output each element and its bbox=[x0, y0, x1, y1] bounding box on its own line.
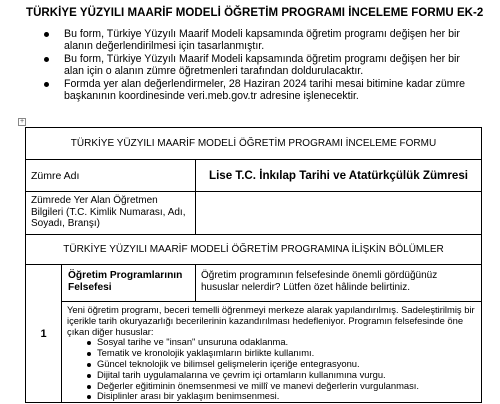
answer-item: Değerler eğitiminin önemsenmesi ve millî ve manevi değerlerin vurgulanması. bbox=[87, 381, 476, 392]
answer-item: Dijital tarih uygulamalarına ve çevrim içi ortamların kullanımına vurgu. bbox=[87, 370, 476, 381]
answer-list bbox=[87, 337, 476, 402]
bullet-icon bbox=[44, 57, 49, 62]
form-header: TÜRKİYE YÜZYILI MAARİF MODELİ ÖĞRETİM PROGRAMI İNCELEME FORMU bbox=[26, 128, 482, 160]
answer-item: Tematik ve kronolojik yaklaşımların birlikte kullanımı. bbox=[87, 348, 476, 359]
answer-item: Disiplinler arası bir yaklaşım benimsenmesi. bbox=[87, 391, 476, 402]
section-title: TÜRKİYE YÜZYILI MAARİF MODELİ ÖĞRETİM PROGRAMINA İLİŞKİN BÖLÜMLER bbox=[26, 235, 482, 265]
instruction-item: Bu form, Türkiye Yüzyılı Maarif Modeli kapsamında öğretim programı değişen her bir alan için o alanın zümre öğretmenleri tarafından doldurulacaktır. bbox=[42, 53, 482, 77]
table-move-handle-icon[interactable]: + bbox=[19, 118, 25, 125]
members-value-field[interactable] bbox=[196, 192, 482, 235]
instruction-item: Formda yer alan değerlendirmeler, 28 Haziran 2024 tarihi mesai bitimine kadar zümre başkanının koordinesinde veri.meb.gov.tr adresine işlenecektir. bbox=[42, 78, 482, 102]
answer-item: Güncel teknolojik ve bilimsel gelişmelerin içeriğe entegrasyonu. bbox=[87, 359, 476, 370]
instruction-item: Bu form, Türkiye Yüzyılı Maarif Modeli kapsamında öğretim programı değişen her bir alanın değerlendirilmesi için tasarlanmıştır. bbox=[42, 28, 482, 52]
bullet-icon bbox=[44, 32, 49, 37]
document-title: TÜRKİYE YÜZYILI MAARİF MODELİ ÖĞRETİM PROGRAMI İNCELEME FORMU EK-2 bbox=[26, 7, 484, 19]
zumre-value-field[interactable]: Lise T.C. İnkılap Tarihi ve Atatürkçülük Zümresi bbox=[196, 160, 482, 192]
question-label: Öğretim Programlarının Felsefesi bbox=[62, 265, 196, 302]
zumre-label: Zümre Adı bbox=[26, 160, 196, 192]
row-number: 1 bbox=[26, 265, 62, 403]
instruction-list bbox=[42, 28, 482, 103]
answer-field[interactable] bbox=[62, 302, 482, 403]
review-form-table bbox=[25, 127, 482, 403]
answer-item: Sosyal tarihe ve "insan" unsuruna odaklanma. bbox=[87, 337, 476, 348]
question-text: Öğretim programının felsefesinde önemli gördüğünüz hususlar nelerdir? Lütfen özet hâlinde belirtiniz. bbox=[196, 265, 482, 302]
bullet-icon bbox=[44, 82, 49, 87]
members-label: Zümrede Yer Alan Öğretmen Bilgileri (T.C. Kimlik Numarası, Adı, Soyadı, Branşı) bbox=[26, 192, 196, 235]
answer-intro: Yeni öğretim programı, beceri temelli öğrenmeyi merkeze alarak yapılandırılmış. Sadeleştirilmiş bir içerikle tarih okuryazarlığı becerilerinin kazandırılması hedefleniyor. Programın felsefesinde öne çıkan diğer hususlar: bbox=[67, 304, 475, 337]
